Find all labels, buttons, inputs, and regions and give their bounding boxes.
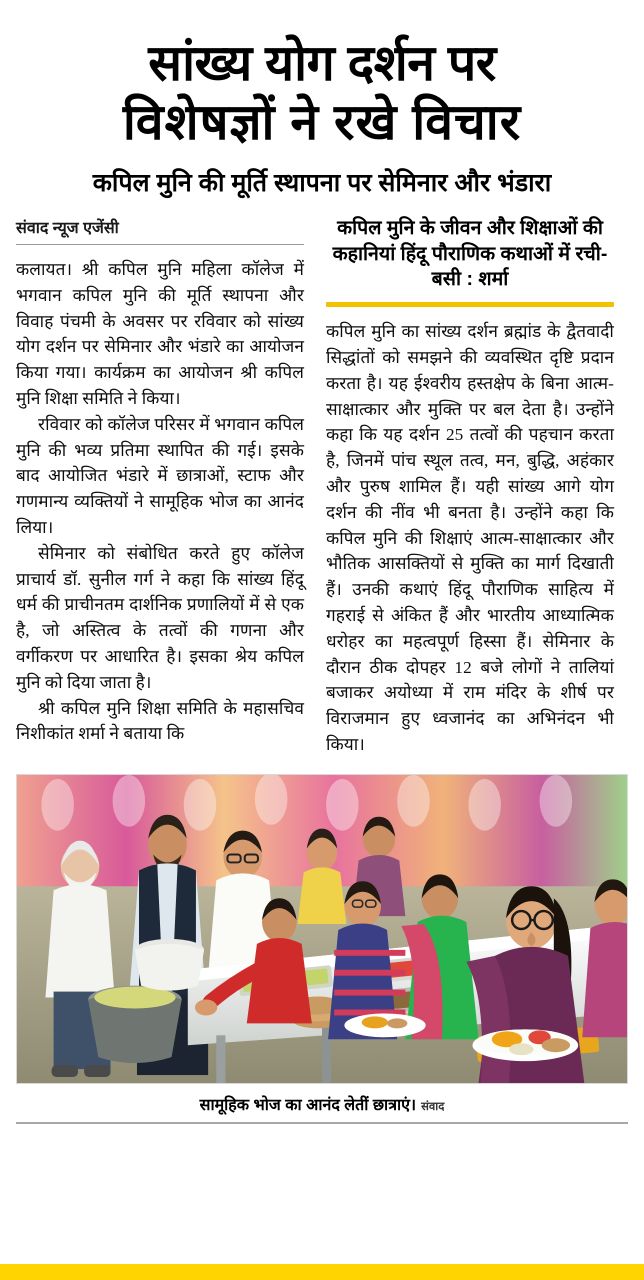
byline-divider bbox=[16, 244, 304, 245]
caption-divider bbox=[16, 1122, 628, 1124]
page-title bbox=[14, 34, 630, 152]
photo-illustration bbox=[17, 775, 627, 1083]
right-column-kicker: कपिल मुनि के जीवन और शिक्षाओं की कहानियां हिंदू पौराणिक कथाओं में रची-बसी : शर्मा bbox=[332, 217, 608, 291]
kicker-divider bbox=[326, 302, 614, 307]
right-column bbox=[326, 216, 614, 758]
left-column bbox=[16, 216, 304, 758]
caption-credit: संवाद bbox=[421, 1100, 445, 1113]
article-columns bbox=[16, 216, 628, 758]
photo-section bbox=[16, 774, 628, 1280]
paragraph: श्री कपिल मुनि शिक्षा समिति के महासचिव निशीकांत शर्मा ने बताया कि bbox=[16, 698, 304, 744]
left-column-body bbox=[16, 257, 304, 747]
subheadline: कपिल मुनि की मूर्ति स्थापना पर सेमिनार और भंडारा bbox=[92, 169, 552, 197]
headline-block bbox=[0, 0, 644, 152]
paragraph: रविवार को कॉलेज परिसर में भगवान कपिल मुनि की भव्य प्रतिमा स्थापित की गई। इसके बाद आयोजित भंडारे में छात्राओं, स्टाफ और गणमान्य व्यक्तियों ने सामूहिक भोज का आनंद लिया। bbox=[16, 414, 304, 537]
caption-text: सामूहिक भोज का आनंद लेतीं छात्राएं। bbox=[199, 1096, 417, 1114]
headline-line-1: सांख्य योग दर्शन पर bbox=[148, 35, 496, 91]
headline-line-2: विशेषज्ञों ने रखे विचार bbox=[122, 94, 522, 150]
paragraph: कपिल मुनि का सांख्य दर्शन ब्रह्मांड के द्वैतवादी सिद्धांतों को समझने की व्यवस्थित दृष्टि प्रदान करता है। यह ईश्वरीय हस्तक्षेप के बिना आत्म-साक्षात्कार और मुक्ति पर बल देता है। उन्होंने कहा कि यह दर्शन 25 तत्वों की पहचान करता है, जिनमें पांच स्थूल तत्व, मन, बुद्धि, अहंकार और पुरुष शामिल हैं। यही सांख्य आगे योग दर्शन की नींव भी बनता है। उन्होंने कहा कि कपिल मुनि की शिक्षाएं आत्म-साक्षात्कार और भौतिक आसक्तियों से मुक्ति का मार्ग दिखाती हैं। उनकी कथाएं हिंदू पौराणिक साहित्य में गहराई से अंकित हैं और भारतीय आध्यात्मिक धरोहर का महत्वपूर्ण हिस्सा हैं। सेमिनार के दौरान ठीक दोपहर 12 बजे लोगों ने तालियां बजाकर अयोध्या में राम मंदिर के शीर्ष पर विराजमान हुए ध्वजानंद का अभिनंदन भी किया। bbox=[326, 322, 614, 754]
paragraph: सेमिनार को संबोधित करते हुए कॉलेज प्राचार्य डॉ. सुनील गर्ग ने कहा कि सांख्य हिंदू धर्म की प्राचीनतम दार्शनिक प्रणालियों में से एक है, जो अस्तित्व के तत्वों की गणना और वर्गीकरण पर आधारित है। इसका श्रेय कपिल मुनि को दिया जाता है। bbox=[16, 543, 304, 692]
byline: संवाद न्यूज एजेंसी bbox=[16, 220, 119, 237]
bottom-accent-bar bbox=[0, 1264, 644, 1280]
right-column-body bbox=[326, 319, 614, 758]
photo-caption bbox=[16, 1084, 628, 1122]
article-photo bbox=[16, 774, 628, 1084]
paragraph: कलायत। श्री कपिल मुनि महिला कॉलेज में भगवान कपिल मुनि की मूर्ति स्थापना और विवाह पंचमी के अवसर पर रविवार को सांख्य योग दर्शन पर सेमिनार और भंडारे का आयोजन किया गया। कार्यक्रम का आयोजन श्री कपिल मुनि शिक्षा समिति ने किया। bbox=[16, 260, 304, 408]
